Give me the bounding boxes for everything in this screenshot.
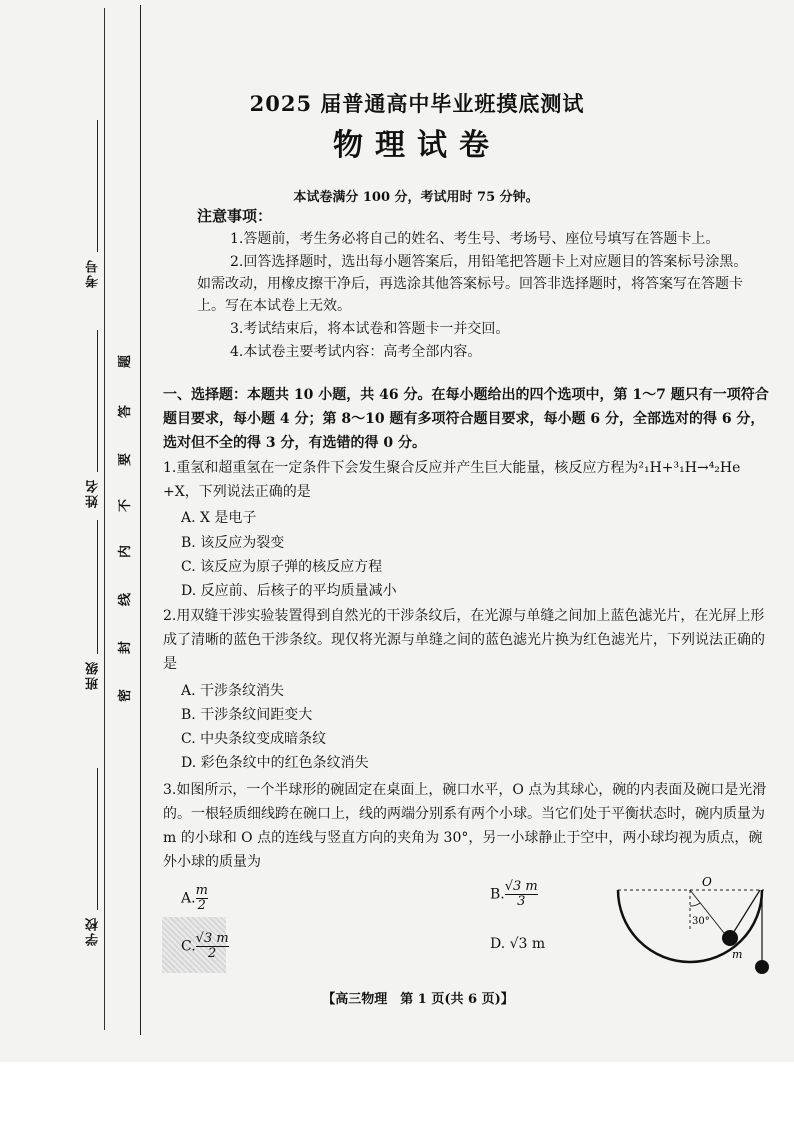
question-3-stem: 3.如图所示，一个半球形的碗固定在桌面上，碗口水平，O 点为其球心，碗的内表面及碗口是光滑的。一根轻质细线跨在碗口上，线的两端分别系有两个小球。当它们处于平衡状态时，碗内质量为 m 的小球和 O 点的连线与竖直方向的夹角为 30°，另一小球静止于空中，两小球均视为质点，碗外小球的质量为: [163, 782, 767, 870]
notice-item: 1.答题前，考生务必将自己的姓名、考生号、考场号、座位号填写在答题卡上。: [230, 231, 720, 247]
notice-item: 2.回答选择题时，选出每小题答案后，用铅笔把答题卡上对应题目的答案标号涂黑。如需改动，用橡皮擦干净后，再选涂其他答案标号。回答非选择题时，将答案写在答题卡上。写在本试卷上无效。: [197, 254, 748, 314]
school-line: [97, 768, 98, 910]
notice-item: 4.本试卷主要考试内容：高考全部内容。: [230, 344, 482, 360]
bowl-figure: [612, 872, 780, 982]
exam-no-label: 考号: [86, 258, 101, 288]
question-2-option: D. 彩色条纹中的红色条纹消失: [181, 755, 369, 771]
name-line: [97, 330, 98, 472]
exam-meta: 本试卷满分 100 分，考试用时 75 分钟。: [293, 190, 539, 205]
question-2-option: C. 中央条纹变成暗条纹: [181, 731, 327, 747]
question-1-option: D. 反应前、后核子的平均质量减小: [181, 583, 397, 599]
question-2-option: B. 干涉条纹间距变大: [181, 707, 313, 723]
seal-char: 封: [118, 640, 134, 655]
page-footer: 【高三物理 第 1 页(共 6 页)】: [322, 992, 514, 1007]
inner-ball: [722, 930, 738, 946]
question-1-stem: [163, 456, 773, 504]
seal-char: 答: [118, 404, 134, 419]
angle-arc: [690, 903, 700, 906]
string-inner: [730, 890, 760, 938]
seal-char: 不: [118, 498, 134, 513]
center-label: O: [702, 875, 712, 889]
section-heading: 一、选择题：本题共 10 小题，共 46 分。在每小题给出的四个选项中，第 1～7 题只有一项符合题目要求，每小题 4 分；第 8～10 题有多项符合题目要求，每小题 6 分，全部选对的得 6 分，选对但不全的得 3 分，有选错的得 0 分。: [163, 387, 769, 451]
question-1-option: C. 该反应为原子弹的核反应方程: [181, 559, 383, 575]
exam-title: 2025 届普通高中毕业班摸底测试: [249, 91, 585, 116]
question-2-option: A. 干涉条纹消失: [181, 683, 285, 699]
question-1-text: 1.重氢和超重氢在一定条件下会发生聚合反应并产生巨大能量，核反应方程为: [163, 460, 639, 476]
question-3-option-d: D. √3 m: [490, 936, 546, 952]
question-3-option-c: C. $\frac{√3 m}{2}$: [181, 931, 229, 961]
notice-item: 3.考试结束后，将本试卷和答题卡一并交回。: [230, 321, 510, 337]
nuclear-equation: ²₁H+³₁H→⁴₂He: [638, 460, 741, 476]
school-label: 学校: [86, 916, 101, 946]
seal-char: 线: [118, 592, 134, 607]
angle-label: 30°: [692, 916, 710, 927]
question-1-option: B. 该反应为裂变: [181, 535, 285, 551]
class-line: [97, 520, 98, 654]
seal-char: 要: [118, 452, 134, 467]
seal-char: 密: [118, 688, 134, 703]
question-3-option-a: A. $\frac{m}{2}$: [181, 883, 208, 913]
radius-line: [690, 890, 728, 938]
question-1-option: A. X 是电子: [181, 510, 257, 526]
class-label: 班级: [86, 660, 101, 690]
notice-heading: 注意事项：: [197, 207, 273, 225]
subject-title: 物理试卷: [333, 128, 501, 163]
question-2-stem: 2.用双缝干涉实验装置得到自然光的干涉条纹后，在光源与单缝之间加上蓝色滤光片，在光屏上形成了清晰的蓝色干涉条纹。现仅将光源与单缝之间的蓝色滤光片换为红色滤光片，下列说法正确的是: [163, 608, 765, 672]
question-1-text-cont: +X，下列说法正确的是: [163, 484, 311, 500]
outer-ball: [755, 960, 769, 974]
name-label: 姓名: [86, 478, 101, 508]
question-3-option-b: B. $\frac{√3 m}{3}$: [490, 879, 538, 909]
mass-label: m: [732, 948, 743, 961]
seal-char: 题: [118, 354, 134, 369]
seal-char: 内: [118, 544, 134, 559]
